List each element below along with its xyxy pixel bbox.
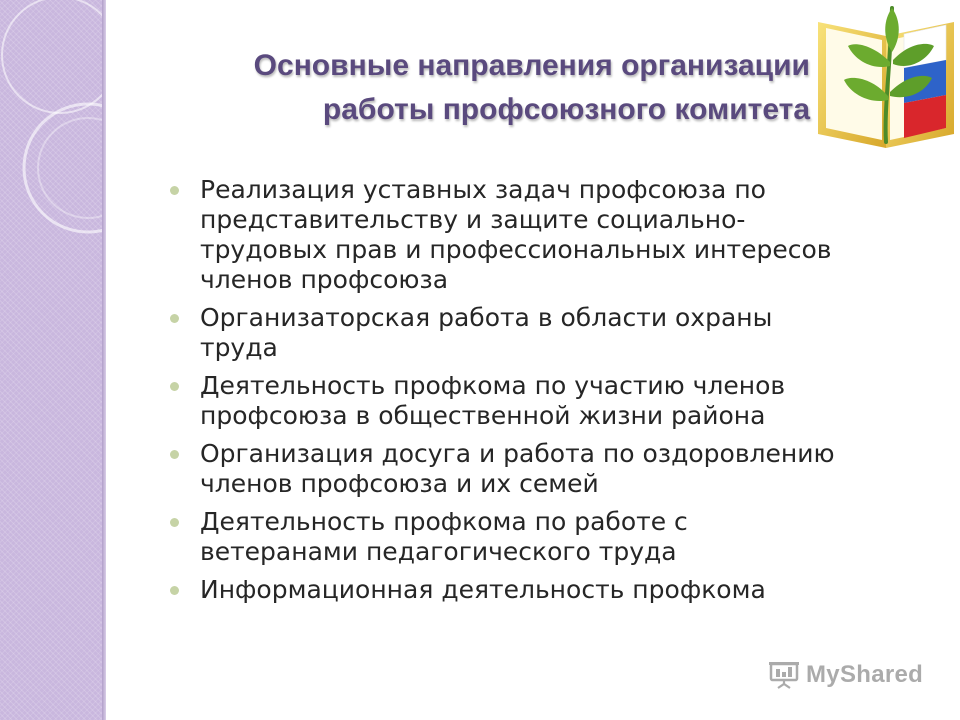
list-item [170,371,940,431]
list-item-line: членов профсоюза и их семей [200,469,599,498]
list-item-line: Информационная деятельность профкома [200,575,766,604]
list-item-line: ветеранами педагогического труда [200,537,677,566]
list-item [170,303,940,363]
list-item [170,575,940,605]
decorative-circles [0,0,106,720]
bullet-dot-icon [170,314,179,323]
trade-union-book-sprout-icon [812,0,960,150]
list-item-line: Деятельность профкома по участию членов [200,371,786,400]
list-item-line: труда [200,333,278,362]
bullet-dot-icon [170,382,179,391]
bullet-dot-icon [170,450,179,459]
list-item-line: Реализация уставных задач профсоюза по [200,175,766,204]
list-item [170,507,940,567]
watermark-text: MyShared [806,661,924,688]
slide-title-line-1: Основные направления организации [253,49,810,82]
slide-title-line-2: работы профсоюзного комитета [322,93,810,126]
slide-title [150,44,810,132]
list-item-line: трудовых прав и профессиональных интересов [200,235,832,264]
list-item-line: Организаторская работа в области охраны [200,303,773,332]
list-item [170,439,940,499]
list-item-line: Деятельность профкома по работе с [200,507,688,536]
trade-union-logo [812,0,960,150]
myshared-watermark [768,658,928,692]
bullet-dot-icon [170,518,179,527]
list-item-line: представительству и защите социально- [200,205,746,234]
directions-list [170,175,940,613]
list-item-line: членов профсоюза [200,265,449,294]
list-item-line: профсоюза в общественной жизни района [200,401,766,430]
bullet-dot-icon [170,586,179,595]
list-item [170,175,940,295]
list-item-line: Организация досуга и работа по оздоровлению [200,439,835,468]
bullet-dot-icon [170,186,179,195]
presentation-board-icon [768,660,800,690]
decorative-side-band [0,0,106,720]
